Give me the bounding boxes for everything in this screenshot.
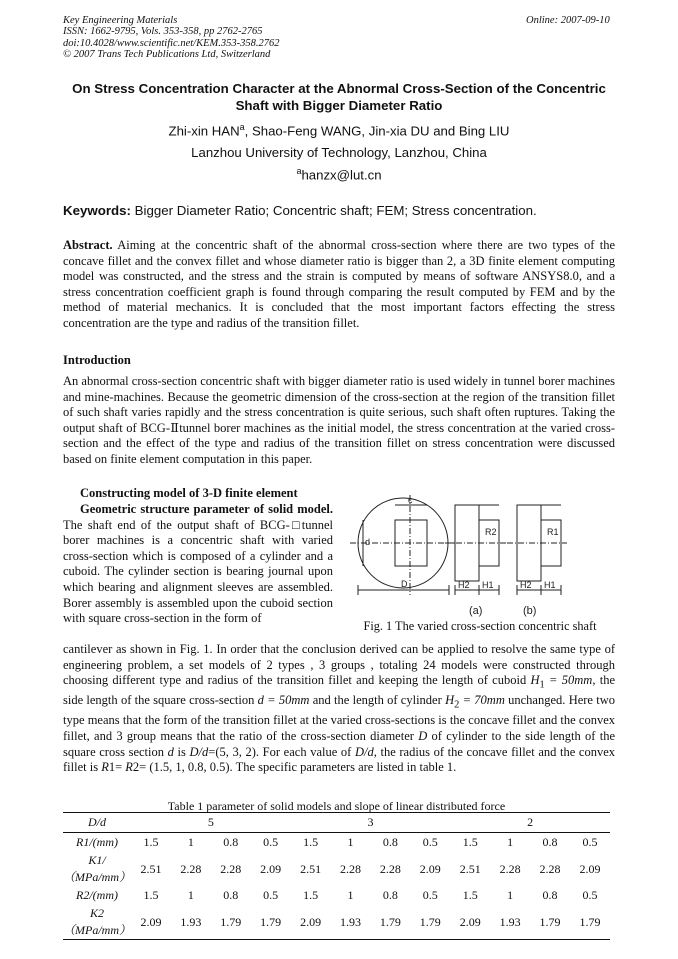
section-text-column: Geometric structure parameter of solid model. The shaft end of the output shaft of BCG-□tunnel borer machines is a concentric shaft with varied cross-section which is composed of a cylinder and a cuboid. The cylinder section is bearing journal upon which bearing and alignment sleeves are assembled. Borer assembly is assembled upon the cuboid section with square cross-section in the form of bbox=[63, 502, 333, 626]
authors: Zhi-xin HAN$^a$, Shao-Feng WANG, Jin-xia DU and Bing LIU bbox=[168, 122, 510, 139]
table-cell: 0.8 bbox=[223, 835, 239, 849]
table-cell: 1.5 bbox=[143, 835, 159, 849]
table-cell: 0.8 bbox=[542, 888, 558, 902]
table-row bbox=[63, 905, 610, 940]
table-cell: 1.79 bbox=[251, 905, 291, 940]
svg-text:H2: H2 bbox=[520, 580, 532, 590]
table-cell: 2.09 bbox=[131, 905, 171, 940]
svg-text:H1: H1 bbox=[544, 580, 556, 590]
table-cell: 1.79 bbox=[530, 905, 570, 940]
svg-text:R1: R1 bbox=[547, 527, 559, 537]
table-row-label: R1/(mm) bbox=[76, 835, 118, 849]
table-cell: 0.8 bbox=[223, 888, 239, 902]
table-header-cell: D/d bbox=[63, 813, 131, 833]
svg-text:D: D bbox=[401, 579, 408, 589]
table-cell: 0.8 bbox=[382, 888, 398, 902]
table-cell: 2.09 bbox=[419, 861, 441, 876]
table-cell: 2.09 bbox=[450, 905, 490, 940]
table-cell: 0.5 bbox=[263, 835, 279, 849]
keywords: Keywords: Bigger Diameter Ratio; Concentric shaft; FEM; Stress concentration. bbox=[63, 203, 537, 218]
table-cell: 1.79 bbox=[370, 905, 410, 940]
doi-line: doi:10.4028/www.scientific.net/KEM.353-358.2762 bbox=[63, 38, 280, 49]
table-cell: 2.51 bbox=[300, 861, 322, 876]
table-cell: 1 bbox=[187, 888, 194, 902]
shaft-drawing bbox=[345, 495, 615, 620]
copyright-line: © 2007 Trans Tech Publications Ltd, Switzerland bbox=[63, 49, 271, 60]
table-cell: 0.5 bbox=[582, 888, 598, 902]
table-cell: 2.09 bbox=[579, 861, 601, 876]
table-cell: 0.5 bbox=[422, 835, 438, 849]
svg-text:H1: H1 bbox=[482, 580, 494, 590]
table-caption: Table 1 parameter of solid models and slope of linear distributed force bbox=[167, 799, 506, 813]
table-cell: 2.28 bbox=[379, 861, 401, 876]
table-cell: 2.09 bbox=[260, 861, 282, 876]
parameter-table bbox=[63, 812, 610, 940]
paper-title: On Stress Concentration Character at the Abnormal Cross-Section of the Concentric Shaft with Bigger Diameter Ratio bbox=[72, 81, 606, 113]
issn-line: ISSN: 1662-9795, Vols. 353-358, pp 2762-2765 bbox=[63, 26, 263, 37]
table-cell: 1.93 bbox=[331, 905, 371, 940]
table-cell: 1 bbox=[507, 835, 514, 849]
table-cell: 1.5 bbox=[462, 835, 478, 849]
affiliation: Lanzhou University of Technology, Lanzhou, China bbox=[191, 145, 487, 160]
table-cell: 1 bbox=[187, 835, 194, 849]
table-cell: 1.93 bbox=[490, 905, 530, 940]
table-cell: 1 bbox=[507, 888, 514, 902]
table-row-label: R2/(mm) bbox=[76, 888, 118, 902]
table-row bbox=[63, 852, 610, 886]
table-cell: 2.51 bbox=[459, 861, 481, 876]
table-cell: 2.09 bbox=[291, 905, 331, 940]
table-cell: 1 bbox=[347, 835, 354, 849]
table-cell: 1.79 bbox=[570, 905, 610, 940]
table-row bbox=[63, 833, 610, 853]
table-header-row bbox=[63, 813, 610, 833]
svg-text:(b): (b) bbox=[523, 605, 537, 617]
figure-1 bbox=[345, 495, 615, 635]
introduction-heading: Introduction bbox=[63, 353, 131, 367]
table-cell: 0.5 bbox=[582, 835, 598, 849]
table-cell: 2.28 bbox=[180, 861, 202, 876]
table-cell: 1.79 bbox=[410, 905, 450, 940]
table-header-cell: 5 bbox=[131, 813, 291, 833]
table-cell: 0.5 bbox=[422, 888, 438, 902]
table-cell: 0.5 bbox=[263, 888, 279, 902]
section-text-continued: cantilever as shown in Fig. 1. In order that the conclusion derived can be applied to resolve the same type of engineering problem, a set models of 2 types , 3 groups , totaling 24 models were constructed through choosing different type and radius of the transition fillet and keeping the length of cuboid $H_1 = 50mm$, the side length of the square cross-section d = 50mm and the length of cylinder $H_2 = 70mm$ unchanged. Here two type means that the form of the transition fillet at the varied cross-sections is the concave fillet and the convex fillet, and 3 group means that the ratio of the cross-section diameter D of cylinder to the side length of the square cross section d is D/d=(5, 3, 2). For each value of D/d, the radius of the concave fillet and the convex fillet is R1= R2= (1.5, 1, 0.8, 0.5). The specific parameters are listed in table 1. bbox=[63, 642, 616, 775]
svg-text:c: c bbox=[408, 495, 413, 505]
table-cell: 2.51 bbox=[140, 861, 162, 876]
table-cell: 1 bbox=[347, 888, 354, 902]
online-date: Online: 2007-09-10 bbox=[526, 15, 610, 26]
table-cell: 2.28 bbox=[499, 861, 521, 876]
journal-name: Key Engineering Materials bbox=[63, 15, 178, 26]
table-cell: 1.5 bbox=[303, 888, 319, 902]
email: $^a$hanzx@lut.cn bbox=[296, 166, 382, 183]
table-cell: 0.8 bbox=[382, 835, 398, 849]
table-header-cell: 2 bbox=[450, 813, 610, 833]
table-cell: 2.28 bbox=[220, 861, 242, 876]
svg-text:d: d bbox=[365, 537, 371, 547]
table-cell: 1.79 bbox=[211, 905, 251, 940]
svg-text:R2: R2 bbox=[485, 527, 497, 537]
table-row bbox=[63, 886, 610, 905]
abstract: Abstract. Aiming at the concentric shaft of the abnormal cross-section where there are two types of the concave fillet and the convex fillet and whose diameter ratio is bigger than 2, a 3D finite element computing model was constructed, and the stress and the strain is computed by means of software ANSYS8.0, and a stress concentration coefficient graph is found through comparing the result computed by FEM and by the method of material mechanics. It is concluded that the most important factors effecting the stress concentration are the type and radius of the transition fillet. bbox=[63, 238, 615, 330]
svg-text:(a): (a) bbox=[469, 605, 483, 617]
table-cell: 1.5 bbox=[462, 888, 478, 902]
table-row-label: K1/（MPa/mm） bbox=[63, 853, 131, 884]
table-cell: 1.5 bbox=[143, 888, 159, 902]
table-cell: 0.8 bbox=[542, 835, 558, 849]
table-row-label: K2（MPa/mm） bbox=[63, 905, 131, 940]
svg-text:H2: H2 bbox=[458, 580, 470, 590]
table-cell: 2.28 bbox=[339, 861, 361, 876]
table-header-cell: 3 bbox=[291, 813, 451, 833]
introduction-text: An abnormal cross-section concentric shaft with bigger diameter ratio is used widely in tunnel borer machines and mine-machines. Because the geometric dimension of the cross-section at the region of the transition fillet of such shaft varies rapidly and the stress concentration is quite serious, such shaft often ruptures. Taking the output shaft of BCG-Ⅱtunnel borer machines as the initial model, the stress concentration at the varied cross-section and the effect of the type and radius of the transition fillet on stress concentration were discussed based on finite element computation in this paper. bbox=[63, 374, 615, 466]
table-cell: 2.28 bbox=[539, 861, 561, 876]
section-heading: Constructing model of 3-D finite element bbox=[80, 486, 298, 500]
table-cell: 1.93 bbox=[171, 905, 211, 940]
figure-caption: Fig. 1 The varied cross-section concentric shaft bbox=[363, 619, 597, 633]
table-cell: 1.5 bbox=[303, 835, 319, 849]
